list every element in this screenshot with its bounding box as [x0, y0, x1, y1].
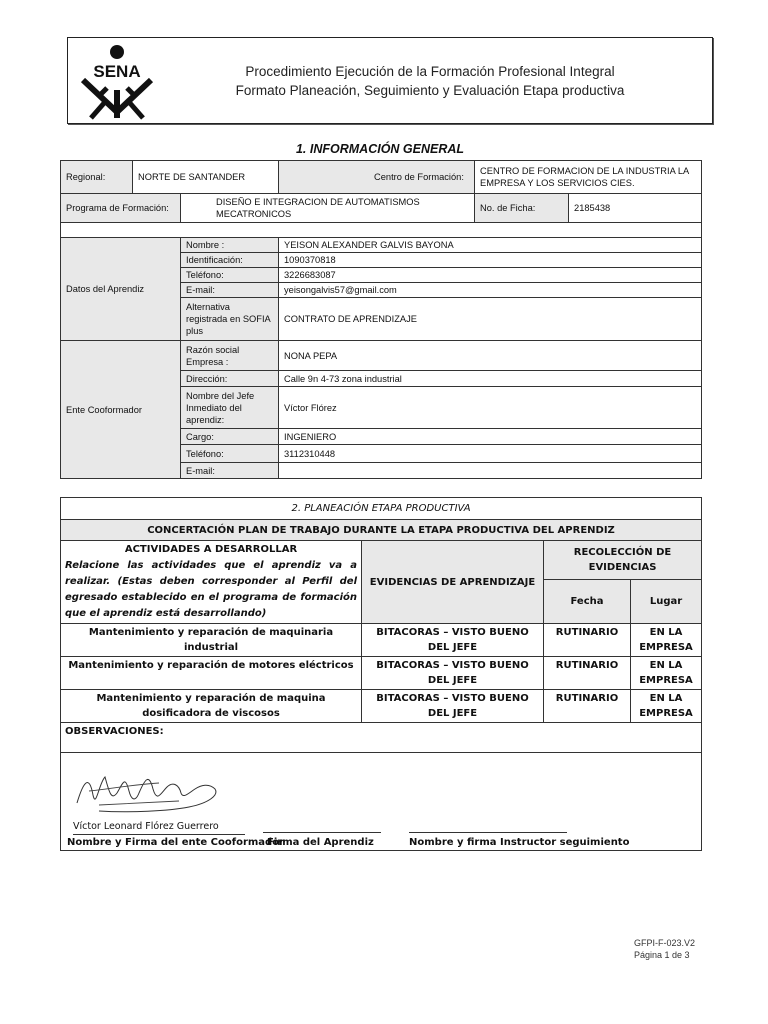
jefe-value: Víctor Flórez — [279, 387, 702, 429]
evidencia-cell: BITACORAS – VISTO BUENO DEL JEFE — [362, 657, 544, 690]
sign-aprendiz-label: Firma del Aprendiz — [267, 837, 374, 848]
section2-title: 2. PLANEACIÓN ETAPA PRODUCTIVA — [61, 498, 702, 520]
evidencia-cell: BITACORAS – VISTO BUENO DEL JEFE — [362, 690, 544, 723]
header-title-line2: Formato Planeación, Seguimiento y Evaluación Etapa productiva — [235, 83, 625, 98]
fecha-cell: RUTINARIO — [544, 624, 631, 657]
razon-label: Razón social Empresa : — [181, 341, 279, 371]
signature-cell — [61, 753, 702, 851]
actividad-cell: Mantenimiento y reparación de maquinaria industrial — [61, 624, 362, 657]
evidencia-cell: BITACORAS – VISTO BUENO DEL JEFE — [362, 624, 544, 657]
header-title — [160, 62, 700, 100]
alternativa-label: Alternativa registrada en SOFIA plus — [181, 298, 279, 341]
table-row — [61, 657, 702, 690]
signature-area — [61, 753, 701, 850]
centro-label: Centro de Formación: — [279, 161, 475, 194]
lugar-cell: EN LA EMPRESA — [631, 657, 702, 690]
actividades-header — [61, 541, 362, 624]
lugar-cell: EN LA EMPRESA — [631, 624, 702, 657]
page-footer — [634, 937, 695, 961]
alternativa-value: CONTRATO DE APRENDIZAJE — [279, 298, 702, 341]
ficha-value: 2185438 — [569, 194, 702, 223]
logo-text: SENA — [93, 62, 141, 81]
header-title-line1: Procedimiento Ejecución de la Formación Profesional Integral — [245, 64, 615, 79]
section1-title: 1. INFORMACIÓN GENERAL — [295, 142, 465, 156]
section2-subtitle: CONCERTACIÓN PLAN DE TRABAJO DURANTE LA ETAPA PRODUCTIVA DEL APRENDIZ — [61, 520, 702, 541]
nombre-label: Nombre : — [181, 238, 279, 253]
form-code: GFPI-F-023.V2 — [634, 938, 696, 948]
recoleccion-header: RECOLECCIÓN DE EVIDENCIAS — [544, 541, 702, 580]
fecha-header: Fecha — [544, 580, 631, 624]
razon-value: NONA PEPA — [279, 341, 702, 371]
programa-label: Programa de Formación: — [61, 194, 181, 223]
planeacion-table — [60, 497, 702, 851]
handwritten-signature — [69, 763, 229, 818]
coformador-tel-label: Teléfono: — [181, 445, 279, 463]
actividades-title: ACTIVIDADES A DESARROLLAR — [124, 544, 298, 555]
coformador-group-label: Ente Cooformador — [61, 341, 181, 479]
centro-value: CENTRO DE FORMACION DE LA INDUSTRIA LA EMPRESA Y LOS SERVICIOS CIES. — [475, 161, 702, 194]
ficha-label: No. de Ficha: — [475, 194, 569, 223]
aprendiz-email-label: E-mail: — [181, 283, 279, 298]
cargo-label: Cargo: — [181, 429, 279, 445]
signer-name: Víctor Leonard Flórez Guerrero — [73, 819, 245, 835]
sign-instructor-label: Nombre y firma Instructor seguimiento — [409, 837, 630, 848]
instructor-signature-line — [409, 832, 567, 833]
lugar-cell: EN LA EMPRESA — [631, 690, 702, 723]
programa-value-text: DISEÑO E INTEGRACION DE AUTOMATISMOS MECATRONICOS — [216, 197, 420, 219]
sign-ente-label: Nombre y Firma del ente Cooformador — [67, 837, 285, 848]
id-label: Identificación: — [181, 253, 279, 268]
sena-logo — [77, 44, 157, 120]
jefe-label: Nombre del Jefe Inmediato del aprendiz: — [181, 387, 279, 429]
lugar-header: Lugar — [631, 580, 702, 624]
evidencias-header: EVIDENCIAS DE APRENDIZAJE — [362, 541, 544, 624]
spacer-row — [61, 223, 702, 238]
direccion-value: Calle 9n 4-73 zona industrial — [279, 371, 702, 387]
aprendiz-tel-value: 3226683087 — [279, 268, 702, 283]
aprendiz-tel-label: Teléfono: — [181, 268, 279, 283]
fecha-cell: RUTINARIO — [544, 657, 631, 690]
general-info-table — [60, 160, 702, 479]
coformador-tel-value: 3112310448 — [279, 445, 702, 463]
page-number: Página 1 de 3 — [634, 950, 690, 960]
actividad-cell: Mantenimiento y reparación de maquina dosificadora de viscosos — [61, 690, 362, 723]
id-value: 1090370818 — [279, 253, 702, 268]
actividades-note: Relacione las actividades que el aprendiz va a realizar. (Estas deben corresponder al Perfil del egresado establecido en el programa de formación que el aprendiz está desarrollando) — [65, 560, 357, 619]
table-row — [61, 690, 702, 723]
aprendiz-signature-line — [263, 832, 381, 833]
direccion-label: Dirección: — [181, 371, 279, 387]
regional-label: Regional: — [61, 161, 133, 194]
programa-value — [181, 194, 475, 223]
table-row — [61, 624, 702, 657]
actividad-cell: Mantenimiento y reparación de motores eléctricos — [61, 657, 362, 690]
observaciones-label: OBSERVACIONES: — [61, 723, 702, 753]
nombre-value: YEISON ALEXANDER GALVIS BAYONA — [279, 238, 702, 253]
fecha-cell: RUTINARIO — [544, 690, 631, 723]
aprendiz-email-value: yeisongalvis57@gmail.com — [279, 283, 702, 298]
coformador-email-value — [279, 463, 702, 479]
aprendiz-group-label: Datos del Aprendiz — [61, 238, 181, 341]
regional-value: NORTE DE SANTANDER — [133, 161, 279, 194]
coformador-email-label: E-mail: — [181, 463, 279, 479]
cargo-value: INGENIERO — [279, 429, 702, 445]
